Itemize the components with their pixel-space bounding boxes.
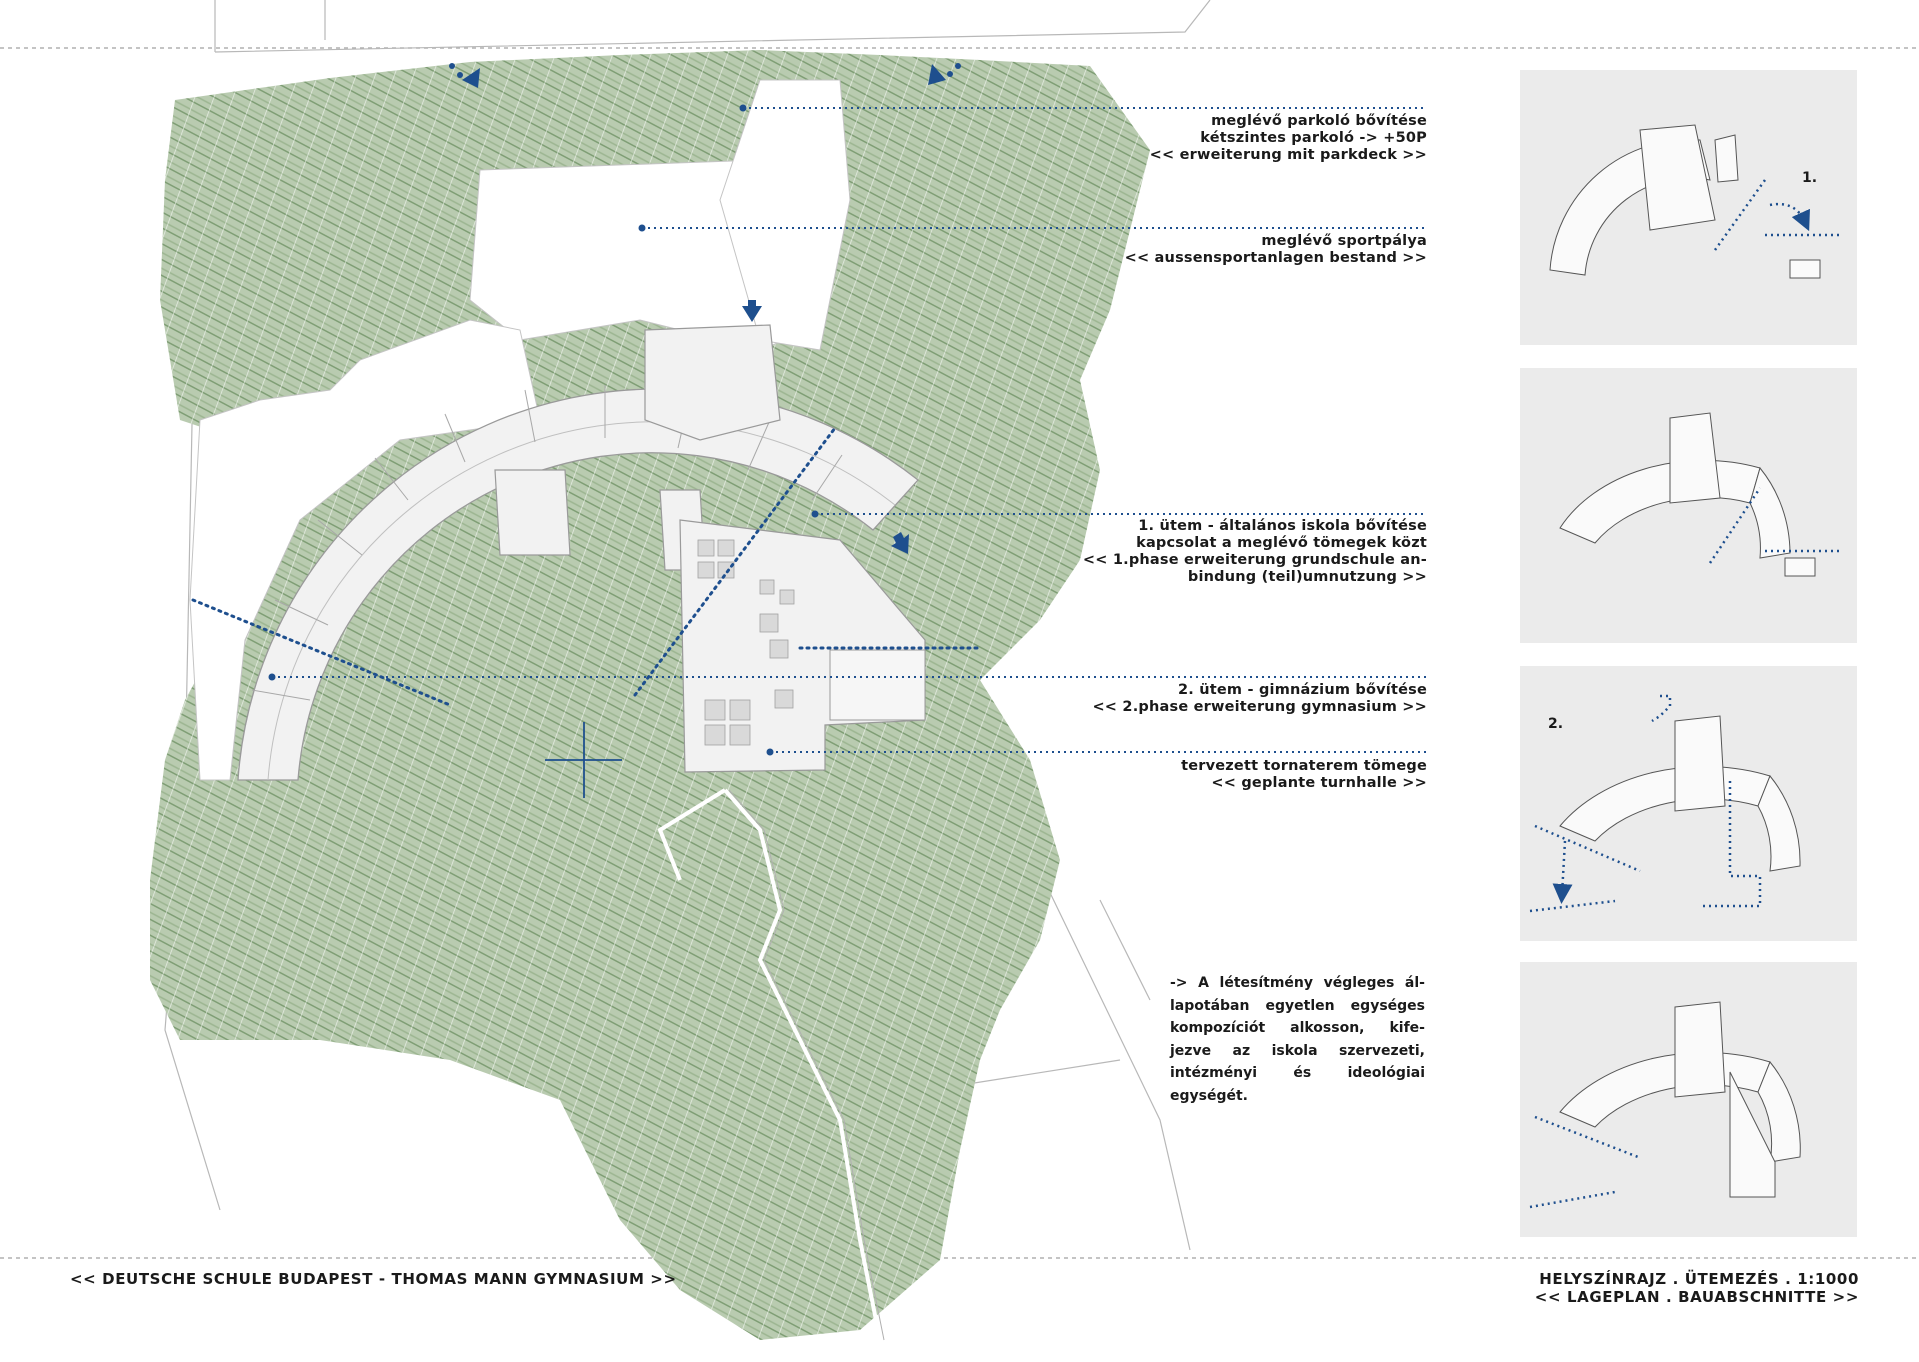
- phase-diagram-1: [1520, 70, 1857, 345]
- project-title: << DEUTSCHE SCHULE BUDAPEST - THOMAS MANN GYMNASIUM >>: [70, 1270, 677, 1288]
- annotation-phase2: 2. ütem - gimnázium bővítése << 2.phase erweiterung gymnasium >>: [1092, 682, 1427, 715]
- phase-label-2: 2.: [1548, 716, 1564, 732]
- phase-diagram-2: [1520, 368, 1857, 643]
- annotation-sports: meglévő sportpálya << aussensportanlagen bestand >>: [1124, 233, 1427, 266]
- phase-label-1: 1.: [1802, 170, 1818, 186]
- phase-panel-4: [1520, 962, 1857, 1237]
- phase-panel-2: [1520, 368, 1857, 643]
- concept-note: -> A létesítmény végleges ál- lapotában egyetlen egységes kompozíciót alkosson, kife- jezve az iskola szervezeti, intézményi és ideológiai egységét.: [1170, 975, 1425, 1104]
- annotation-gym: tervezett tornaterem tömege << geplante turnhalle >>: [1181, 758, 1427, 791]
- annotation-phase1: 1. ütem - általános iskola bővítése kapcsolat a meglévő tömegek közt << 1.phase erweiterung grundschule an- bindung (teil)umnutzung >>: [1082, 518, 1427, 585]
- annotation-parking: meglévő parkoló bővítése kétszintes parkoló -> +50P << erweiterung mit parkdeck >>: [1149, 113, 1427, 163]
- phase-diagram-3: [1520, 666, 1857, 941]
- sheet-title: HELYSZÍNRAJZ . ÜTEMEZÉS . 1:1000 << LAGEPLAN . BAUABSCHNITTE >>: [1534, 1270, 1859, 1306]
- phase-panel-3: [1520, 666, 1857, 941]
- phase-diagram-4: [1520, 962, 1857, 1237]
- phase-panel-1: [1520, 70, 1857, 345]
